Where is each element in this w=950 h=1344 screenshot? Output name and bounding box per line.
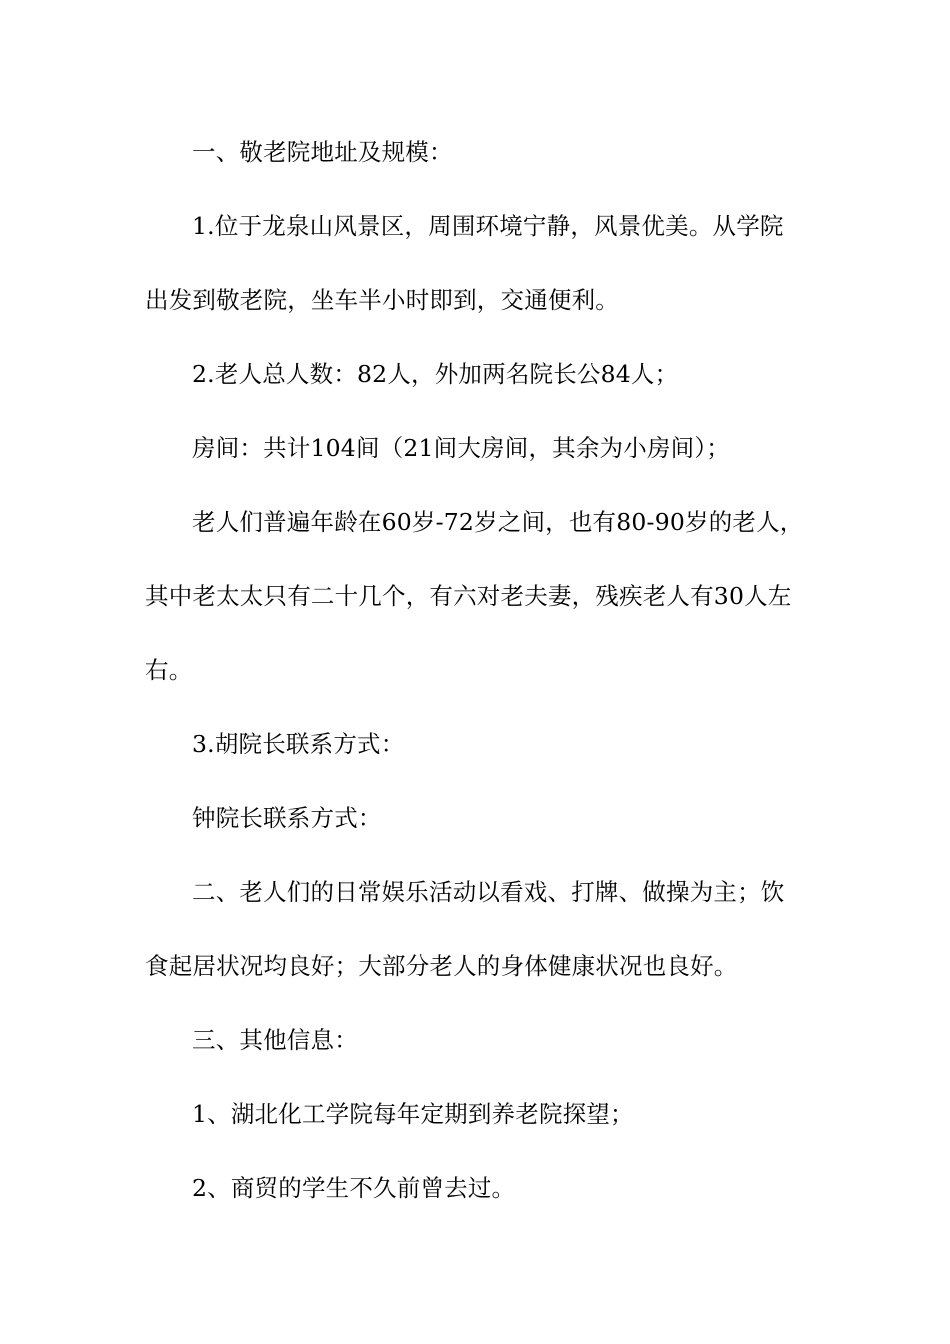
paragraph-ages-line-3: 右。	[145, 656, 193, 684]
paragraph-location-line-2: 出发到敬老院，坐车半小时即到，交通便利。	[145, 286, 619, 314]
paragraph-elder-count: 2.老人总人数：82人，外加两名院长公84人；	[192, 360, 679, 388]
paragraph-rooms: 房间：共计104间（21间大房间，其余为小房间）；	[192, 434, 731, 462]
section-heading-address-scale: 一、敬老院地址及规模：	[192, 138, 453, 166]
section-heading-other-info: 三、其他信息：	[192, 1026, 358, 1054]
paragraph-other-info-2: 2、商贸的学生不久前曾去过。	[192, 1174, 516, 1202]
paragraph-ages-line-2: 其中老太太只有二十几个，有六对老夫妻，残疾老人有30人左	[145, 582, 792, 610]
paragraph-ages-line-1: 老人们普遍年龄在60岁-72岁之间，也有80-90岁的老人，	[192, 508, 804, 536]
section-daily-activities-line-1: 二、老人们的日常娱乐活动以看戏、打牌、做操为主；饮	[192, 878, 785, 906]
section-daily-activities-line-2: 食起居状况均良好；大部分老人的身体健康状况也良好。	[145, 952, 738, 980]
paragraph-zhong-contact: 钟院长联系方式：	[192, 804, 382, 832]
paragraph-other-info-1: 1、湖北化工学院每年定期到养老院探望；	[192, 1100, 634, 1128]
paragraph-hu-contact: 3.胡院长联系方式：	[192, 730, 405, 758]
paragraph-location-line-1: 1.位于龙泉山风景区，周围环境宁静，风景优美。从学院	[192, 212, 784, 240]
